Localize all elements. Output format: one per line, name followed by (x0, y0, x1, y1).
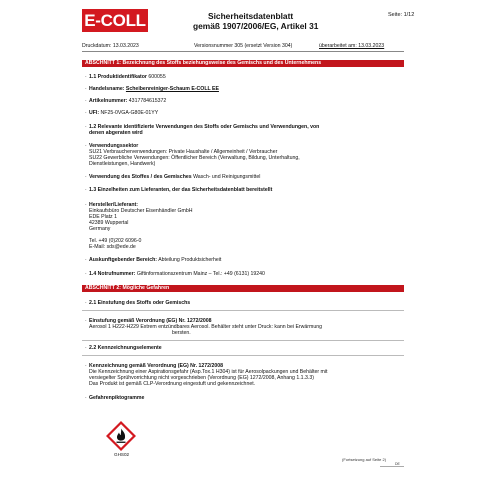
pictograms-heading: Gefahrenpiktogramme (89, 395, 145, 401)
sector-label: Verwendungssektor (89, 143, 139, 149)
manufacturer-label: Hersteller/Lieferant: (89, 202, 139, 208)
labelling-line-3: Das Produkt ist gemäß CLP-Verordnung eingestuft und gekennzeichnet. (89, 381, 256, 387)
print-date: Druckdatum: 13.03.2023 (82, 43, 139, 49)
manufacturer-line: 42389 Wuppertal (89, 220, 129, 226)
ufi (89, 110, 158, 116)
emergency-number (89, 271, 265, 277)
bullet: · (85, 86, 87, 92)
classification-heading: 2.1 Einstufung des Stoffs oder Gemischs (89, 300, 191, 306)
bullet: · (85, 345, 87, 351)
label-elements-heading: 2.2 Kennzeichnungselemente (89, 345, 162, 351)
hazard-line-2: bersten. (172, 330, 191, 336)
title-line-1: Sicherheitsdatenblatt (208, 11, 294, 21)
continuation-note: (Fortsetzung auf Seite 2) (342, 457, 387, 462)
bullet: · (85, 110, 87, 116)
sector-line-3: Dienstleistungen, Handwerk) (89, 161, 156, 167)
info-department (89, 257, 221, 263)
hazard-line-1: Aerosol 1 H222-H229 Extrem entzündbares Aerosol. Behälter steht unter Druck: kann bei Erwärmung (89, 324, 322, 330)
flame-icon (106, 421, 136, 451)
labelling-line-2: versiegelter Sprühvorrichtung nicht vorgeschrieben (Verordnung (EG) 1272/2008, Anhang 1.1.3.3) (89, 375, 314, 381)
manufacturer-line: Germany (89, 226, 111, 232)
bullet: · (85, 257, 87, 263)
substance-use-value: Wasch- und Reinigungsmittel (193, 174, 261, 180)
section-1-heading: ABSCHNITT 1: Bezeichnung des Stoffs beziehungsweise des Gemischs und des Unternehmens (82, 60, 404, 67)
sector-line-2: SU22 Gewerbliche Verwendungen: Öffentlicher Bereich (Verwaltung, Bildung, Unterhaltung, (89, 155, 300, 161)
version-number: Versionsnummer 305 (ersetzt Version 304) (194, 43, 293, 49)
bullet: · (85, 202, 87, 208)
bullet: · (85, 143, 87, 149)
bullet: · (85, 300, 87, 306)
bullet: · (85, 187, 87, 193)
document-title (193, 11, 319, 31)
manufacturer-line: EDE Platz 1 (89, 214, 117, 220)
footer-rule (380, 466, 404, 467)
pictogram-code: GHS02 (114, 452, 130, 457)
info-department-value: Abteilung Produktsicherheit (158, 257, 222, 263)
manufacturer-line: Einkaufsbüro Deutscher Eisenhändler GmbH (89, 208, 193, 214)
ufi-label: UFI: (89, 110, 100, 116)
bullet: · (85, 124, 87, 130)
labelling-regulation: Kennzeichnung gemäß Verordnung (EG) Nr. 1272/2008 (89, 363, 224, 369)
bullet: · (85, 174, 87, 180)
emergency-number-value: Giftinformationszentrum Mainz – Tel.: +49 (6131) 19240 (136, 271, 265, 277)
ecoll-logo: E-COLL (82, 9, 148, 32)
divider (82, 51, 404, 52)
product-identifier-value: 600055 (148, 74, 166, 80)
trade-name (89, 86, 219, 92)
manufacturer-phone: Tel. +49 (0)202 6096-0 (89, 238, 142, 244)
bullet: · (85, 98, 87, 104)
trade-name-value: Scheibenreiniger-Schaum E-COLL EE (125, 86, 219, 92)
info-department-label: Auskunftgebender Bereich: (89, 257, 158, 263)
trade-name-label: Handelsname: (89, 86, 125, 92)
product-identifier-label: 1.1 Produktidentifikator (89, 74, 147, 80)
article-number (89, 98, 166, 104)
footer-code: DE (395, 462, 400, 466)
bullet: · (85, 271, 87, 277)
bullet: · (85, 395, 87, 401)
classification-regulation: Einstufung gemäß Verordnung (EG) Nr. 1272/2008 (89, 318, 212, 324)
divider (82, 355, 404, 356)
divider (82, 310, 404, 311)
relevant-uses-line-2: denen abgeraten wird (89, 130, 143, 136)
divider (82, 340, 404, 341)
product-identifier (89, 74, 166, 80)
sector-line-1: SU21 Verbraucherverwendungen: Private Haushalte / Allgemeinheit / Verbraucher (89, 149, 278, 155)
revision-date: überarbeitet am: 13.03.2023 (319, 43, 385, 49)
ghs02-pictogram (106, 421, 136, 451)
page-number: Seite: 1/12 (388, 12, 415, 18)
relevant-uses-line-1: 1.2 Relevante identifizierte Verwendungen des Stoffs oder Gemischs und Verwendungen, von (89, 124, 320, 130)
substance-use (89, 174, 260, 180)
article-number-value: 4317784615372 (128, 98, 167, 104)
substance-use-label: Verwendung des Stoffes / des Gemisches (89, 174, 192, 180)
title-line-2: gemäß 1907/2006/EG, Artikel 31 (193, 20, 319, 31)
article-number-label: Artikelnummer: (89, 98, 128, 104)
bullet: · (85, 74, 87, 80)
bullet: · (85, 318, 87, 324)
manufacturer-email: E-Mail: sds@ede.de (89, 244, 136, 250)
ufi-value: NF25-0VGA-G80E-01YY (100, 110, 159, 116)
labelling-line-1: Die Kennzeichnung einer Aspirationsgefahr (Asp.Tox.1 H304) ist für Aerosolpackungen und Behälter mit (89, 369, 328, 375)
supplier-details-heading: 1.3 Einzelheiten zum Lieferanten, der das Sicherheitsdatenblatt bereitstellt (89, 187, 273, 193)
emergency-number-label: 1.4 Notrufnummer: (89, 271, 136, 277)
section-2-heading: ABSCHNITT 2: Mögliche Gefahren (82, 285, 404, 292)
bullet: · (85, 363, 87, 369)
